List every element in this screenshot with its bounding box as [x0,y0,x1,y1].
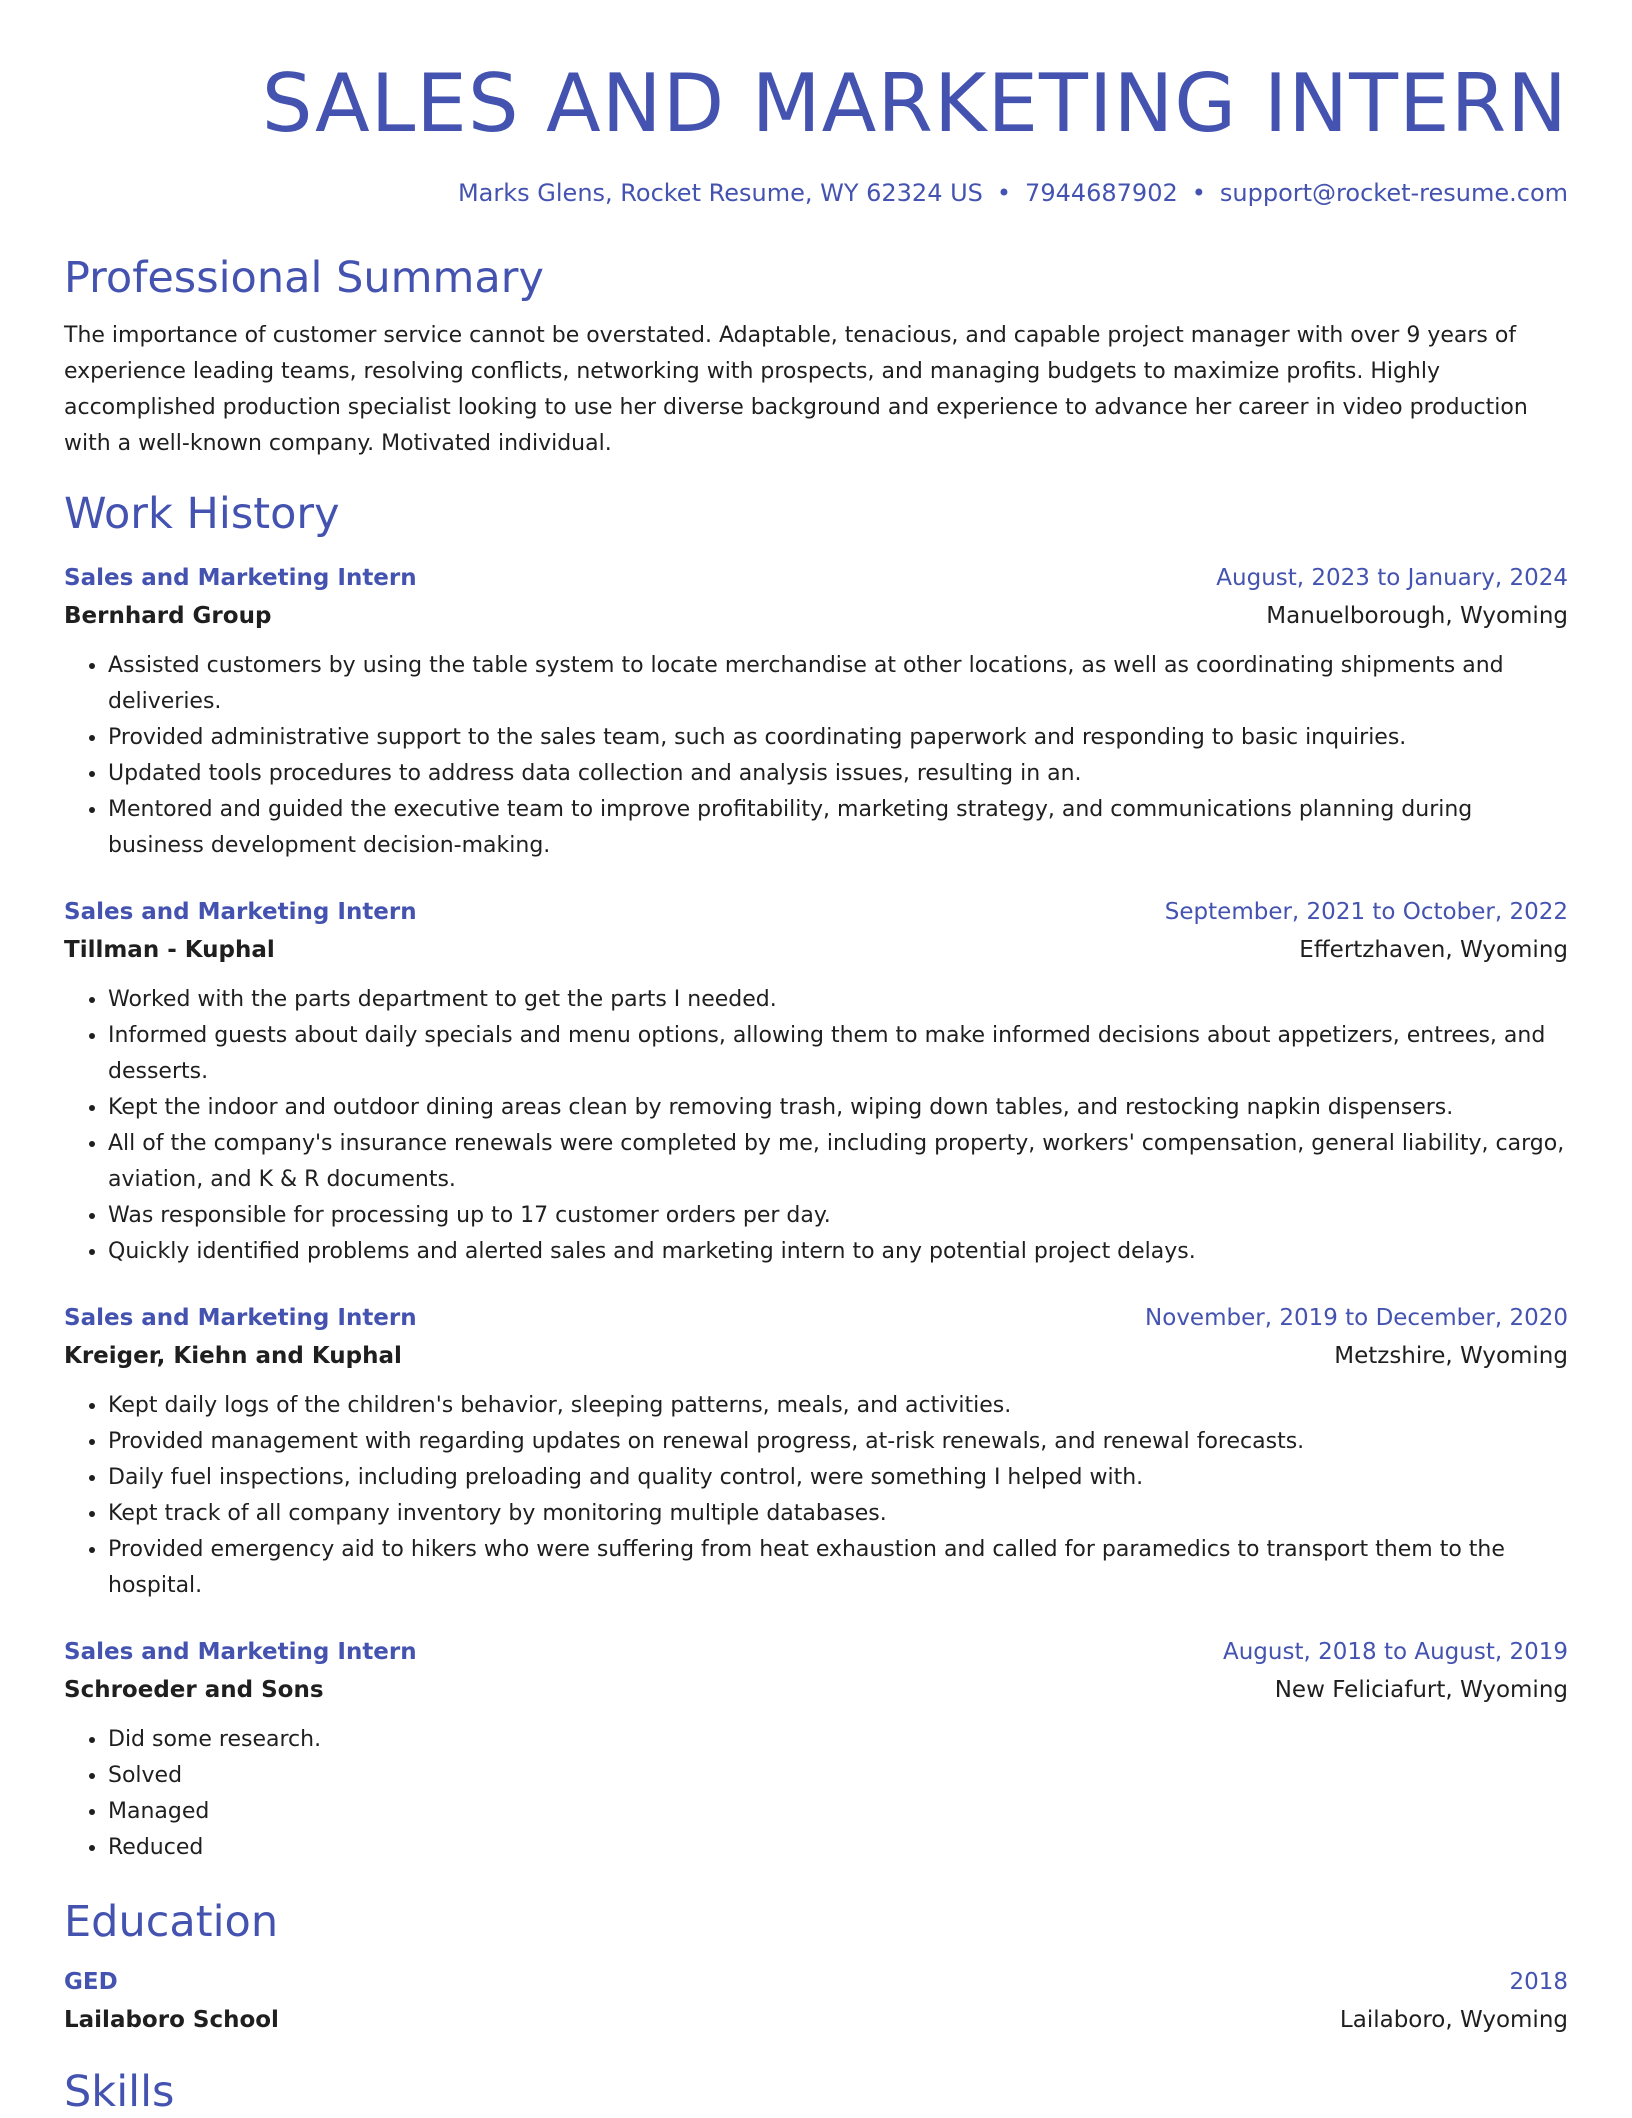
job-bullet: • Provided emergency aid to hikers who were suffering from heat exhaustion and called for paramedics to transport them to the hospital. [108,1532,1568,1604]
job-bullet: • Kept daily logs of the children's behavior, sleeping patterns, meals, and activities. [108,1388,1568,1424]
job-entry [64,894,1568,1270]
job-location: Effertzhaven, Wyoming [1299,937,1568,963]
job-bullet-list [64,648,1568,864]
job-dates: August, 2023 to January, 2024 [1216,565,1568,591]
education-heading: Education [64,1897,279,1947]
summary-text: The importance of customer service cannot be overstated. Adaptable, tenacious, and capable project manager with over 9 years of experience leading teams, resolving conflicts, networking with prospects, and managing budgets to maximize profits. Highly accomplished production specialist looking to use her diverse background and experience to advance her career in video production with a well-known company. Motivated individual. [64,323,1528,456]
contact-email: support@rocket-resume.com [1219,179,1568,207]
education-school: Lailaboro School [64,2007,279,2033]
job-bullet: • Informed guests about daily specials and menu options, allowing them to make informed decisions about appetizers, entrees, and desserts. [108,1018,1568,1090]
job-bullet: • Reduced [108,1830,1568,1866]
job-bullet: • Kept track of all company inventory by monitoring multiple databases. [108,1496,1568,1532]
education-year: 2018 [1509,1969,1568,1995]
job-bullet: • Was responsible for processing up to 17 customer orders per day. [108,1198,1568,1234]
job-bullet: • Kept the indoor and outdoor dining areas clean by removing trash, wiping down tables, and restocking napkin dispensers. [108,1090,1568,1126]
job-bullet-list [64,982,1568,1270]
job-bullet: • Worked with the parts department to get the parts I needed. [108,982,1568,1018]
job-bullet: • All of the company's insurance renewals were completed by me, including property, workers' compensation, general liability, cargo, aviation, and K & R documents. [108,1126,1568,1198]
job-bullet: • Daily fuel inspections, including preloading and quality control, were something I helped with. [108,1460,1568,1496]
job-location: New Feliciafurt, Wyoming [1274,1677,1568,1703]
resume-title: SALES AND MARKETING INTERN [261,57,1568,150]
job-company: Tillman - Kuphal [64,937,275,963]
job-role: Sales and Marketing Intern [64,565,417,591]
job-company: Kreiger, Kiehn and Kuphal [64,1343,402,1369]
job-bullet: • Managed [108,1794,1568,1830]
contact-line [64,178,1568,208]
contact-separator: • [996,179,1012,207]
job-bullet: • Updated tools procedures to address data collection and analysis issues, resulting in an. [108,756,1568,792]
job-bullet-list [64,1388,1568,1604]
job-role: Sales and Marketing Intern [64,899,417,925]
job-dates: August, 2018 to August, 2019 [1223,1639,1568,1665]
job-bullet: • Did some research. [108,1722,1568,1758]
job-bullet: • Assisted customers by using the table system to locate merchandise at other locations, as well as coordinating shipments and deliveries. [108,648,1568,720]
job-bullet: • Provided administrative support to the sales team, such as coordinating paperwork and responding to basic inquiries. [108,720,1568,756]
job-role: Sales and Marketing Intern [64,1305,417,1331]
job-dates: September, 2021 to October, 2022 [1164,899,1568,925]
work-history-heading: Work History [64,489,340,539]
job-location: Manuelborough, Wyoming [1266,603,1568,629]
summary-heading: Professional Summary [64,253,544,303]
contact-separator: • [1191,179,1206,207]
resume-page [64,0,1568,2118]
job-role: Sales and Marketing Intern [64,1639,417,1665]
job-bullet: • Provided management with regarding updates on renewal progress, at-risk renewals, and renewal forecasts. [108,1424,1568,1460]
work-history-list [64,560,1568,1866]
job-location: Metzshire, Wyoming [1334,1343,1568,1369]
job-bullet-list [64,1722,1568,1866]
job-bullet: • Solved [108,1758,1568,1794]
contact-phone: 7944687902 [1025,179,1178,207]
skills-heading: Skills [64,2067,175,2117]
education-degree: GED [64,1969,118,1995]
education-entry [64,1964,1568,2040]
job-dates: November, 2019 to December, 2020 [1145,1305,1568,1331]
job-entry [64,1300,1568,1604]
job-entry [64,1634,1568,1866]
job-bullet: • Quickly identified problems and alerted sales and marketing intern to any potential project delays. [108,1234,1568,1270]
contact-address: Marks Glens, Rocket Resume, WY 62324 US [457,179,983,207]
job-bullet: • Mentored and guided the executive team to improve profitability, marketing strategy, and communications planning during business development decision-making. [108,792,1568,864]
education-location: Lailaboro, Wyoming [1339,2007,1568,2033]
job-company: Bernhard Group [64,603,272,629]
job-company: Schroeder and Sons [64,1677,324,1703]
job-entry [64,560,1568,864]
